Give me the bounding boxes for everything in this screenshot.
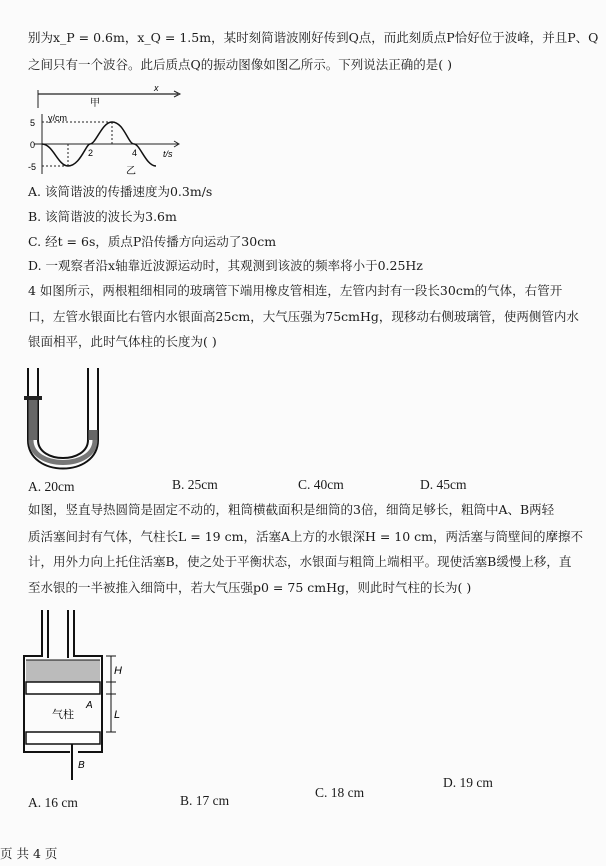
q4-stem-line2: 口，左管水银面比右管内水银面高25cm，大气压强为75cmHg，现移动右侧玻璃管，使两侧管内水	[28, 309, 579, 324]
q3-tick-5: 5	[30, 118, 36, 128]
q3-option-c: C. 经t = 6s，质点P沿传播方向运动了30cm	[28, 234, 277, 249]
q4-option-a: A. 20cm	[28, 479, 75, 494]
q5-option-c: C. 18 cm	[315, 785, 365, 800]
q5-option-d: D. 19 cm	[443, 775, 493, 790]
q3-stem-line2: 之间只有一个波谷。此后质点Q的振动图像如图乙所示。下列说法正确的是( )	[28, 57, 452, 72]
q5-option-a: A. 16 cm	[28, 795, 78, 810]
q3-figure-label-jia: 甲	[90, 98, 100, 109]
q3-option-a: A. 该简谐波的传播速度为0.3m/s	[28, 184, 213, 199]
q3-stem-line1: 别为x_P = 0.6m，x_Q = 1.5m，某时刻简谐波刚好传到Q点，而此刻质点P恰好位于波峰，并且P、Q	[28, 30, 599, 45]
q3-tick-0: 0	[30, 140, 36, 150]
q5-label-b: B	[78, 760, 85, 771]
q3-axis-x-mark: x	[154, 83, 159, 93]
q5-stem-line3: 计，用外力向上托住活塞B，使之处于平衡状态，水银面与粗筒上端相平。现使活塞B缓慢上移，直	[28, 554, 572, 569]
q4-option-d: D. 45cm	[420, 477, 467, 492]
q4-option-b: B. 25cm	[172, 477, 218, 492]
q3-option-b: B. 该简谐波的波长为3.6m	[28, 209, 177, 224]
q5-label-h: H	[114, 665, 122, 677]
q3-tick-2: 2	[88, 148, 94, 158]
q5-stem-line4: 至水银的一半被推入细筒中，若大气压强p0 = 75 cmHg，则此时气柱的长为( )	[28, 580, 472, 595]
q5-stem-line1: 如图，竖直导热圆筒是固定不动的，粗筒横截面积是细筒的3倍，细筒足够长，粗筒中A、B两轻	[28, 502, 555, 517]
q4-stem-line1: 4 如图所示，两根粗细相同的玻璃管下端用橡皮管相连，左管内封有一段长30cm的气体，右管开	[28, 283, 563, 298]
q3-figure-wave-and-vibration	[28, 82, 228, 177]
q3-tick-4: 4	[132, 148, 138, 158]
q5-label-a: A	[86, 700, 93, 711]
q4-figure-u-tube	[20, 360, 110, 475]
q5-label-gas: 气柱	[52, 709, 74, 721]
q5-option-b: B. 17 cm	[180, 793, 230, 808]
q3-option-d: D. 一观察者沿x轴靠近波源运动时，其观测到该波的频率将小于0.25Hz	[28, 258, 423, 273]
q3-axis-ts: t/s	[163, 149, 173, 159]
q4-stem-line3: 银面相平，此时气体柱的长度为( )	[28, 334, 217, 349]
q3-figure-label-yi: 乙	[126, 166, 136, 177]
q4-option-c: C. 40cm	[298, 477, 344, 492]
q3-axis-ycm: y/cm	[48, 113, 67, 123]
q5-stem-line2: 质活塞间封有气体，气柱长L = 19 cm，活塞A上方的水银深H = 10 cm，两活塞与筒壁间的摩擦不	[28, 529, 584, 544]
q5-label-l: L	[114, 709, 121, 721]
page-footer: 页 共 4 页	[0, 846, 58, 861]
q3-tick-m5: -5	[28, 162, 37, 172]
q5-figure-piston-cylinder	[14, 610, 134, 785]
